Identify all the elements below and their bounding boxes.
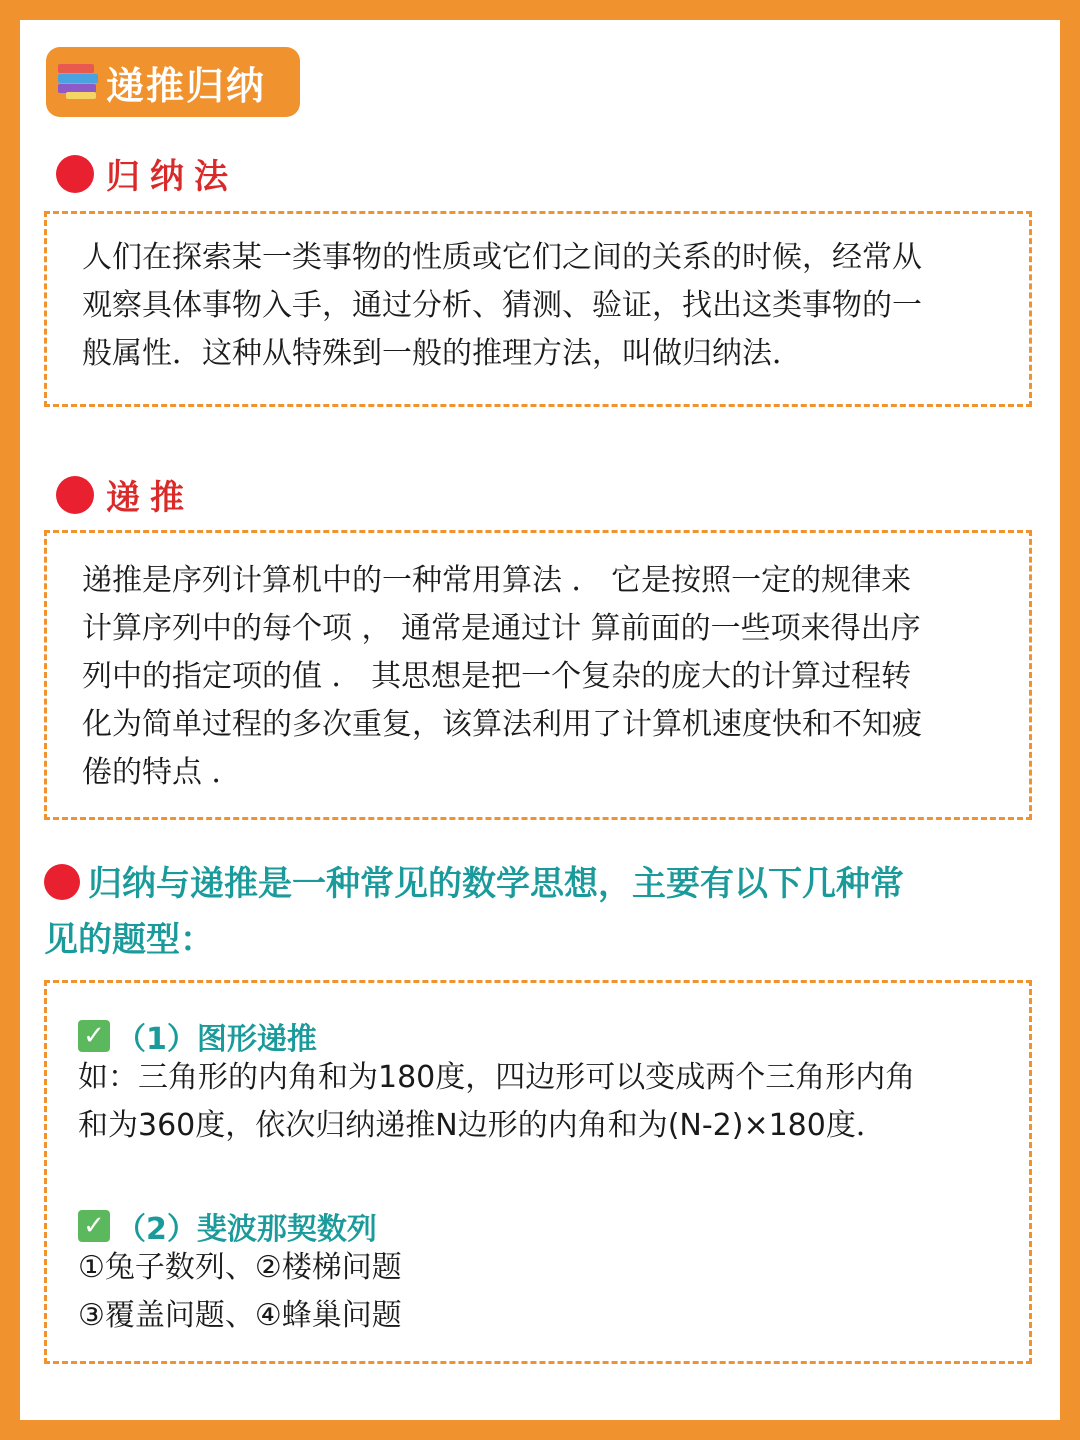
induction-heading-text: 归纳法 [106,157,238,197]
types-heading-line2: 见的题型： [44,920,214,960]
title-tag [46,47,300,117]
item-1-label: （1）图形递推 [116,1022,317,1057]
recursion-box [44,530,1032,820]
recursion-text [82,557,1022,797]
recursion-heading-text: 递推 [106,478,194,518]
red-dot-icon [56,476,94,514]
item-1-line: 如：三角形的内角和为180度，四边形可以变成两个三角形内角 [78,1060,916,1095]
induction-text [82,234,1022,378]
item-2-line: ③覆盖问题、④蜂巢问题 [78,1298,402,1333]
types-heading [44,856,1034,968]
page-title: 递推归纳 [106,63,267,108]
text-line: 人们在探索某一类事物的性质或它们之间的关系的时候，经常从 [82,240,922,275]
text-line: 观察具体事物入手，通过分析、猜测、验证，找出这类事物的一 [82,288,922,323]
text-line: 倦的特点 ． [82,755,242,790]
item-2-heading [78,1204,377,1248]
text-line: 递推是序列计算机中的一种常用算法 ． 它是按照一定的规律来 [82,563,912,598]
text-line: 列中的指定项的值 ． 其思想是把一个复杂的庞大的计算过程转 [82,659,912,694]
text-line: 计算序列中的每个项 ， 通常是通过计 算前面的一些项来得出序 [82,611,921,646]
red-dot-icon [56,155,94,193]
item-2-line: ①兔子数列、②楼梯问题 [78,1250,402,1285]
types-heading-line1: 归纳与递推是一种常见的数学思想，主要有以下几种常 [88,864,904,904]
induction-heading [56,149,238,198]
induction-box [44,211,1032,407]
item-1-heading [78,1014,317,1058]
red-dot-icon [44,864,80,900]
page-card [20,20,1060,1420]
item-1-line: 和为360度，依次归纳递推N边形的内角和为(N-2)×180度． [78,1108,886,1143]
recursion-heading [56,470,194,519]
books-icon [58,64,98,100]
item-2-label: （2）斐波那契数列 [116,1212,377,1247]
text-line: 化为简单过程的多次重复，该算法利用了计算机速度快和不知疲 [82,707,922,742]
check-mark-icon: ✓ [78,1020,110,1052]
text-line: 般属性．这种从特殊到一般的推理方法，叫做归纳法． [82,336,802,371]
check-mark-icon: ✓ [78,1210,110,1242]
